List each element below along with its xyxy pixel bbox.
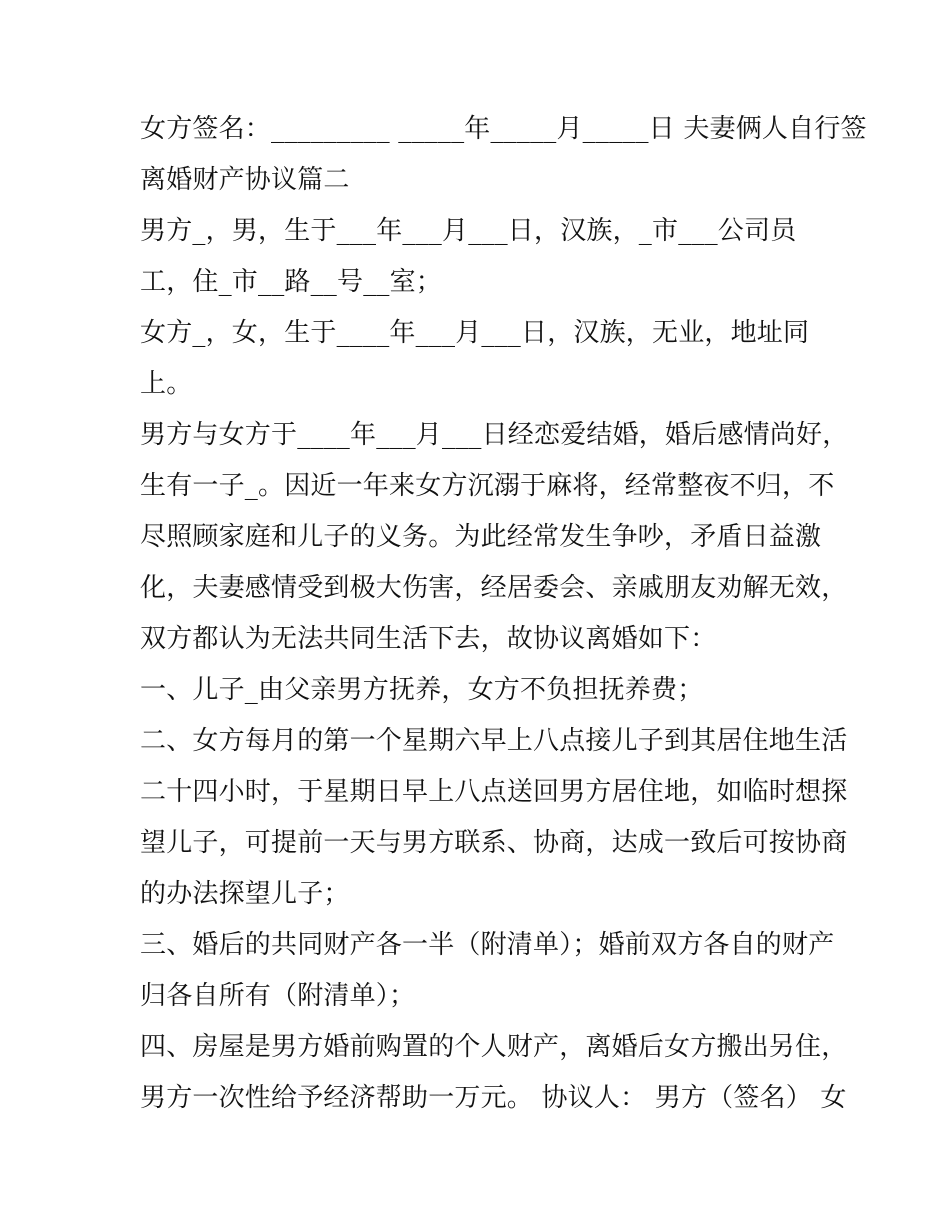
clause-line: 的办法探望儿子； <box>140 879 350 909</box>
text-line: 女方_，女，生于____年___月___日，汉族，无业，地址同 <box>140 318 810 348</box>
text-line: 工，住_市__路__号__室； <box>140 267 443 297</box>
text-line: 尽照顾家庭和儿子的义务。为此经常发生争吵，矛盾日益激 <box>140 522 822 552</box>
text-line: 男方_，男，生于___年___月___日，汉族，_市___公司员 <box>140 216 797 246</box>
text-line: 男方与女方于____年___月___日经恋爱结婚，婚后感情尚好， <box>140 420 849 450</box>
signature-line: 男方一次性给予经济帮助一万元。 协议人： 男方（签名） 女 <box>140 1083 847 1113</box>
clause-line: 三、婚后的共同财产各一半（附清单）；婚前双方各自的财产 <box>140 930 835 960</box>
text-line: 生有一子_。因近一年来女方沉溺于麻将，经常整夜不归，不 <box>140 471 835 501</box>
text-line: 双方都认为无法共同生活下去，故协议离婚如下： <box>140 624 717 654</box>
document-body <box>140 104 867 1124</box>
text-line: 女方签名：_________ _____年_____月_____日 夫妻俩人自行签 <box>140 114 867 144</box>
section-title: 离婚财产协议篇二 <box>140 165 350 195</box>
clause-line: 一、儿子_由父亲男方抚养，女方不负担抚养费； <box>140 675 704 705</box>
clause-line: 归各自所有（附清单）； <box>140 981 416 1011</box>
text-line: 化，夫妻感情受到极大伤害，经居委会、亲戚朋友劝解无效， <box>140 573 848 603</box>
clause-line: 四、房屋是男方婚前购置的个人财产，离婚后女方搬出另住， <box>140 1032 848 1062</box>
clause-line: 二十四小时，于星期日早上八点送回男方居住地，如临时想探 <box>140 777 848 807</box>
clause-line: 二、女方每月的第一个星期六早上八点接儿子到其居住地生活 <box>140 726 848 756</box>
clause-line: 望儿子，可提前一天与男方联系、协商，达成一致后可按协商 <box>140 828 848 858</box>
text-line: 上。 <box>140 369 193 399</box>
